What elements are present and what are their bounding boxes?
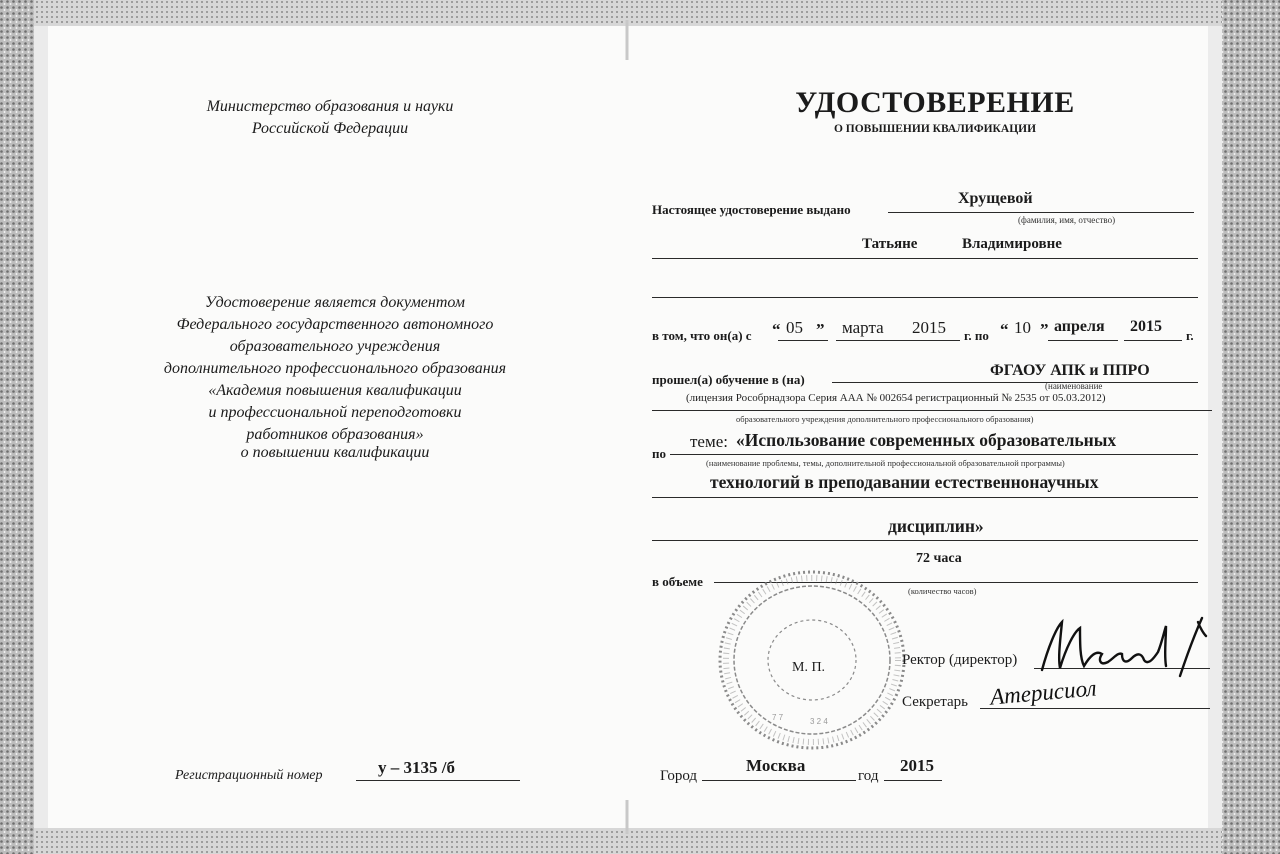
recipient-name: Татьяне	[862, 236, 918, 252]
desc-line: Удостоверение является документом	[205, 294, 465, 311]
city-label: Город	[660, 768, 698, 784]
naim-hint: (наименование	[1045, 381, 1103, 391]
registration-label: Регистрационный номер	[175, 768, 323, 783]
certificate-subtitle: О ПОВЫШЕНИИ КВАЛИФИКАЦИИ	[833, 123, 1037, 135]
po-label: по	[652, 446, 666, 461]
theme-underline-2	[652, 497, 1198, 498]
theme-underline-1	[670, 454, 1198, 455]
rector-label: Ректор (директор)	[902, 652, 1018, 668]
theme-line-2: технологий в преподавании естественнонаучных	[710, 472, 1099, 492]
recipient-patronymic: Владимировне	[962, 236, 1062, 252]
license-text: (лицензия Рособрнадзора Серия ААА № 002654 регистрационный № 2535 от 05.03.2012)	[686, 392, 1106, 404]
to-month-underline	[1048, 340, 1118, 341]
quote-close-2: ”	[1040, 320, 1049, 339]
to-year-underline	[1124, 340, 1182, 341]
ministry-line-1: Министерство образования и науки	[206, 98, 454, 115]
certificate-title: УДОСТОВЕРЕНИЕ	[795, 86, 1075, 119]
desc-line: «Академия повышения квалификации	[208, 382, 462, 399]
secretary-signature: Атерисиол	[989, 675, 1098, 710]
license-underline	[652, 410, 1212, 411]
rector-signature	[1030, 608, 1220, 688]
ministry-line-2: Российской Федерации	[251, 120, 409, 137]
to-month: апреля	[1054, 318, 1105, 335]
secretary-label: Секретарь	[902, 694, 969, 710]
to-year: 2015	[1130, 318, 1162, 335]
issued-label: Настоящее удостоверение выдано	[652, 202, 851, 217]
year-label: год	[858, 768, 879, 784]
year-underline	[884, 780, 942, 781]
from-month: марта	[842, 318, 884, 337]
registration-underline	[356, 780, 520, 781]
quote-close-1: ”	[816, 320, 825, 339]
fio-hint: (фамилия, имя, отчество)	[1018, 215, 1116, 225]
desc-line: Федерального государственного автономного	[176, 316, 494, 333]
g-end: г.	[1186, 328, 1194, 343]
quote-open-1: “	[772, 320, 781, 339]
period-prefix: в том, что он(а) с	[652, 328, 752, 343]
seal-stamp	[712, 564, 912, 754]
org-hint: образовательного учреждения дополнительного профессионального образования)	[736, 414, 1034, 424]
empty-underline	[652, 297, 1198, 298]
city-underline	[702, 780, 856, 781]
volume-label: в объеме	[652, 574, 703, 589]
desc-line: и профессиональной переподготовки	[208, 404, 462, 421]
to-day: 10	[1014, 318, 1031, 337]
from-year: 2015	[912, 318, 946, 337]
hours-hint: (количество часов)	[908, 586, 977, 596]
organization-name: ФГАОУ АПК и ППРО	[990, 362, 1150, 379]
g-po: г. по	[964, 328, 989, 343]
desc-line: о повышении квалификации	[240, 444, 430, 461]
name-underline	[652, 258, 1198, 259]
theme-underline-3	[652, 540, 1198, 541]
city-value: Москва	[746, 756, 806, 775]
hours-value: 72 часа	[916, 551, 962, 566]
desc-line: дополнительного профессионального образования	[163, 360, 507, 377]
surname-underline	[888, 212, 1194, 213]
from-day-underline	[778, 340, 828, 341]
recipient-surname: Хрущевой	[958, 190, 1033, 207]
year-value: 2015	[900, 756, 934, 775]
program-hint: (наименование проблемы, темы, дополнительной профессиональной образовательной программы)	[706, 458, 1065, 468]
from-day: 05	[786, 318, 803, 337]
from-year-underline	[908, 340, 960, 341]
quote-open-2: “	[1000, 320, 1009, 339]
mp-label: М. П.	[792, 660, 826, 675]
passed-label: прошел(а) обучение в (на)	[652, 372, 805, 387]
svg-text:7 7: 7 7	[772, 713, 784, 722]
theme-line-3: дисциплин»	[888, 516, 984, 536]
theme-line-1: «Использование современных образовательных	[736, 430, 1117, 450]
svg-text:3 2 4: 3 2 4	[810, 717, 828, 726]
desc-line: образовательного учреждения	[229, 338, 441, 355]
theme-label: теме:	[690, 432, 729, 451]
org-underline	[832, 382, 1198, 383]
registration-number: у – 3135 /б	[378, 758, 455, 777]
desc-line: работников образования»	[246, 426, 424, 443]
